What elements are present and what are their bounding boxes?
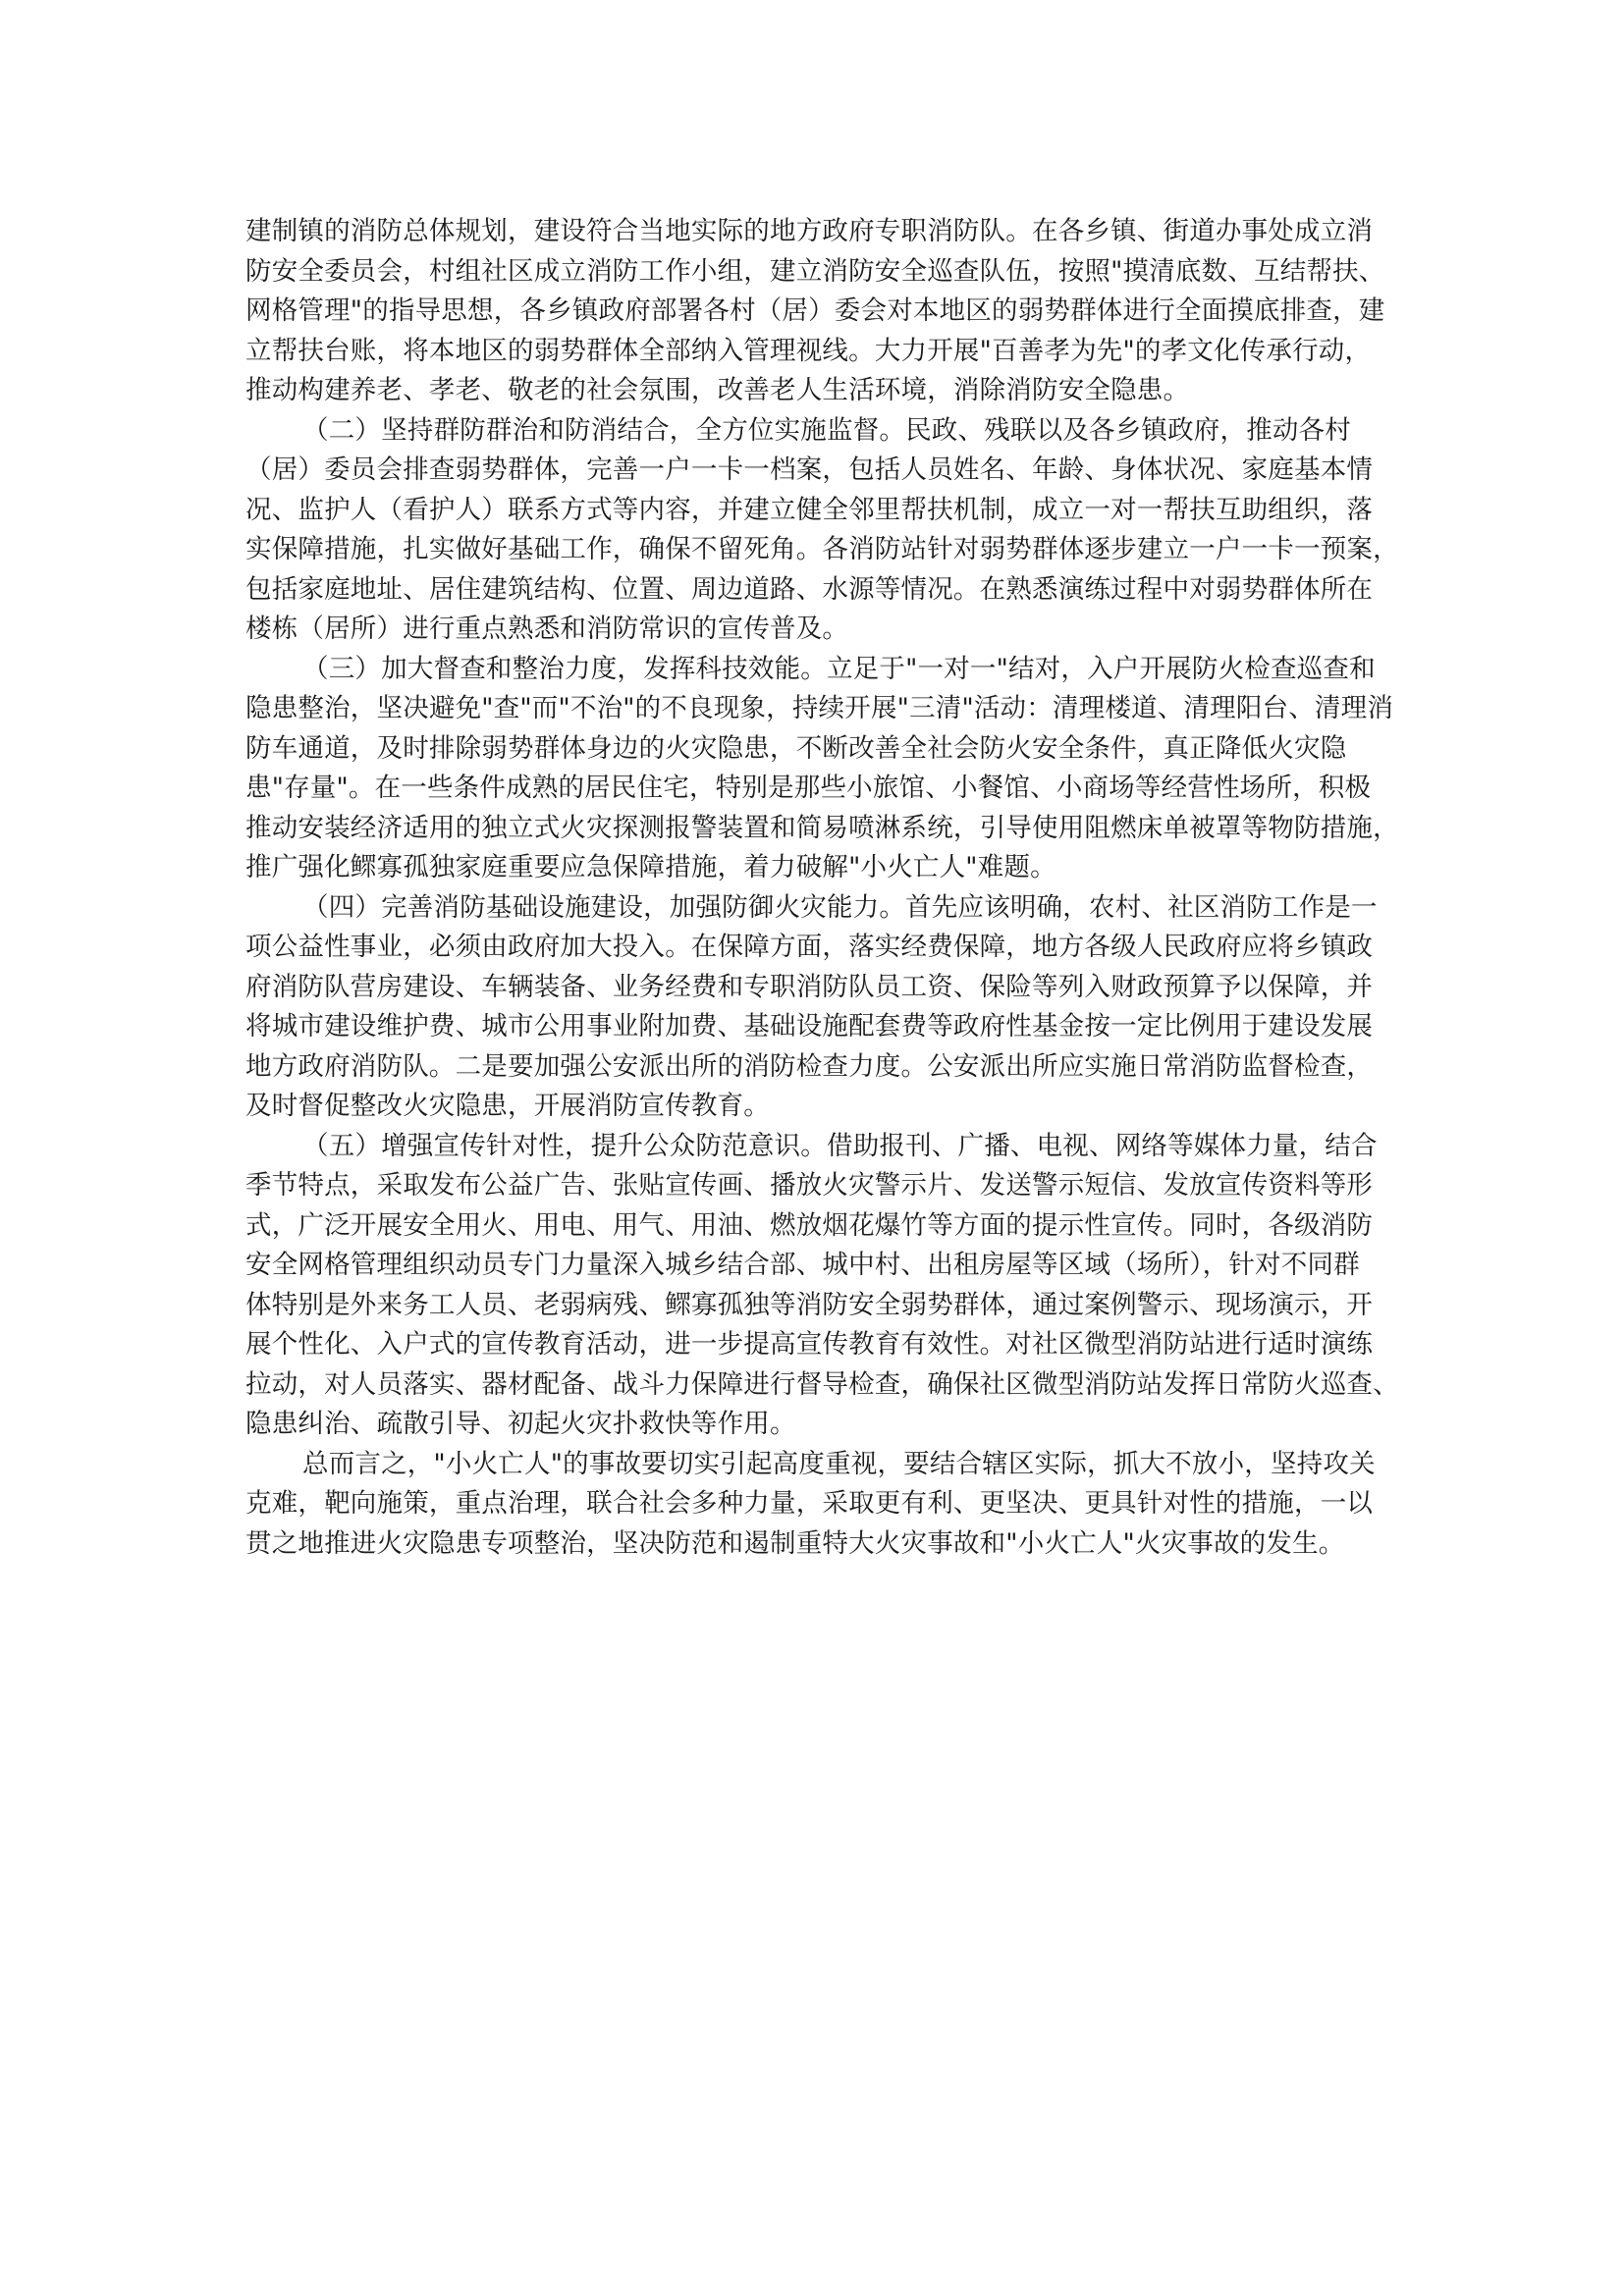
text-line: 克难，靶向施策，重点治理，联合社会多种力量，采取更有利、更坚决、更具针对性的措施，一以	[245, 1488, 1374, 1519]
text-line: 拉动，对人员落实、器材配备、战斗力保障进行督导检查，确保社区微型消防站发挥日常防火巡查、	[245, 1368, 1399, 1400]
paragraph-6-conclusion	[245, 1445, 1384, 1565]
text-line: 项公益性事业，必须由政府加大投入。在保障方面，落实经费保障，地方各级人民政府应将乡镇政	[245, 932, 1374, 962]
text-line: 防安全委员会，村组社区成立消防工作小组，建立消防安全巡查队伍，按照"摸清底数、互结帮扶、	[245, 255, 1385, 287]
text-line: 况、监护人（看护人）联系方式等内容，并建立健全邻里帮扶机制，成立一对一帮扶互助组织，落	[245, 494, 1374, 525]
text-line: （五）增强宣传针对性，提升公众防范意识。借助报刊、广播、电视、网络等媒体力量，结合	[302, 1130, 1378, 1161]
document-body	[245, 212, 1399, 1564]
paragraph-3-inspection	[245, 650, 1399, 888]
text-line: 安全网格管理组织动员专门力量深入城乡结合部、城中村、出租房屋等区域（场所），针对不同群	[245, 1250, 1360, 1280]
text-line: 将城市建设维护费、城市公用事业附加费、基础设施配套费等政府性基金按一定比例用于建设发展	[245, 1011, 1374, 1041]
text-line: 及时督促整改火灾隐患，开展消防宣传教育。	[245, 1091, 770, 1121]
text-line: 地方政府消防队。二是要加强公安派出所的消防检查力度。公安派出所应实施日常消防监督检查，	[245, 1050, 1374, 1082]
text-line: 防车通道，及时排除弱势群体身边的火灾隐患，不断改善全社会防火安全条件，真正降低火灾隐	[245, 732, 1347, 764]
text-line: 展个性化、入户式的宣传教育活动，进一步提高宣传教育有效性。对社区微型消防站进行适时演练	[245, 1329, 1374, 1360]
text-line: （居）委员会排查弱势群体，完善一户一卡一档案，包括人员姓名、年龄、身体状况、家庭基本情	[245, 454, 1374, 485]
text-line: 推广强化鳏寡孤独家庭重要应急保障措施，着力破解"小火亡人"难题。	[245, 852, 1056, 882]
text-line: 实保障措施，扎实做好基础工作，确保不留死角。各消防站针对弱势群体逐步建立一户一卡一预案，	[245, 534, 1399, 564]
text-line: 隐患纠治、疏散引导、初起火灾扑救快等作用。	[245, 1409, 796, 1439]
text-line: 贯之地推进火灾隐患专项整治，坚决防范和遏制重特大火灾事故和"小火亡人"火灾事故的发生。	[245, 1527, 1345, 1559]
text-line: （二）坚持群防群治和防消结合，全方位实施监督。民政、残联以及各乡镇政府，推动各村	[302, 414, 1351, 446]
text-line: 楼栋（居所）进行重点熟悉和消防常识的宣传普及。	[245, 614, 849, 644]
text-line: 总而言之，"小火亡人"的事故要切实引起高度重视，要结合辖区实际，抓大不放小，坚持攻关	[302, 1448, 1376, 1479]
paragraph-4-infrastructure	[245, 888, 1384, 1127]
text-line: 推动安装经济适用的独立式火灾探测报警装置和简易喷淋系统，引导使用阻燃床单被罩等物防措施，	[245, 812, 1399, 843]
text-line: 体特别是外来务工人员、老弱病残、鳏寡孤独等消防安全弱势群体，通过案例警示、现场演示，开	[245, 1289, 1374, 1320]
text-line: （三）加大督查和整治力度，发挥科技效能。立足于"一对一"结对，入户开展防火检查巡查和	[302, 653, 1376, 684]
text-line: 患"存量"。在一些条件成熟的居民住宅，特别是那些小旅馆、小餐馆、小商场等经营性场所，积极	[245, 773, 1372, 803]
text-line: 式，广泛开展安全用火、用电、用气、用油、燃放烟花爆竹等方面的提示性宣传。同时，各级消防	[245, 1209, 1374, 1241]
paragraph-1	[245, 212, 1384, 411]
paragraph-2-supervision	[245, 411, 1399, 650]
text-line: （四）完善消防基础设施建设，加强防御火灾能力。首先应该明确，农村、社区消防工作是一	[302, 891, 1378, 923]
text-line: 网格管理"的指导思想，各乡镇政府部署各村（居）委会对本地区的弱势群体进行全面摸底排查，建	[245, 295, 1385, 326]
text-line: 包括家庭地址、居住建筑结构、位置、周边道路、水源等情况。在熟悉演练过程中对弱势群体所在	[245, 573, 1374, 605]
text-line: 隐患整治，坚决避免"查"而"不治"的不良现象，持续开展"三清"活动：清理楼道、清理阳台、清理消	[245, 693, 1394, 723]
text-line: 季节特点，采取发布公益广告、张贴宣传画、播放火灾警示片、发送警示短信、发放宣传资料等形	[245, 1170, 1374, 1201]
paragraph-5-publicity	[245, 1127, 1399, 1445]
text-line: 建制镇的消防总体规划，建设符合当地实际的地方政府专职消防队。在各乡镇、街道办事处成立消	[245, 216, 1374, 246]
text-line: 立帮扶台账，将本地区的弱势群体全部纳入管理视线。大力开展"百善孝为先"的孝文化传承行动，	[245, 335, 1372, 366]
text-line: 推动构建养老、孝老、敬老的社会氛围，改善老人生活环境，消除消防安全隐患。	[245, 375, 1190, 405]
text-line: 府消防队营房建设、车辆装备、业务经费和专职消防队员工资、保险等列入财政预算予以保障，并	[245, 971, 1374, 1002]
